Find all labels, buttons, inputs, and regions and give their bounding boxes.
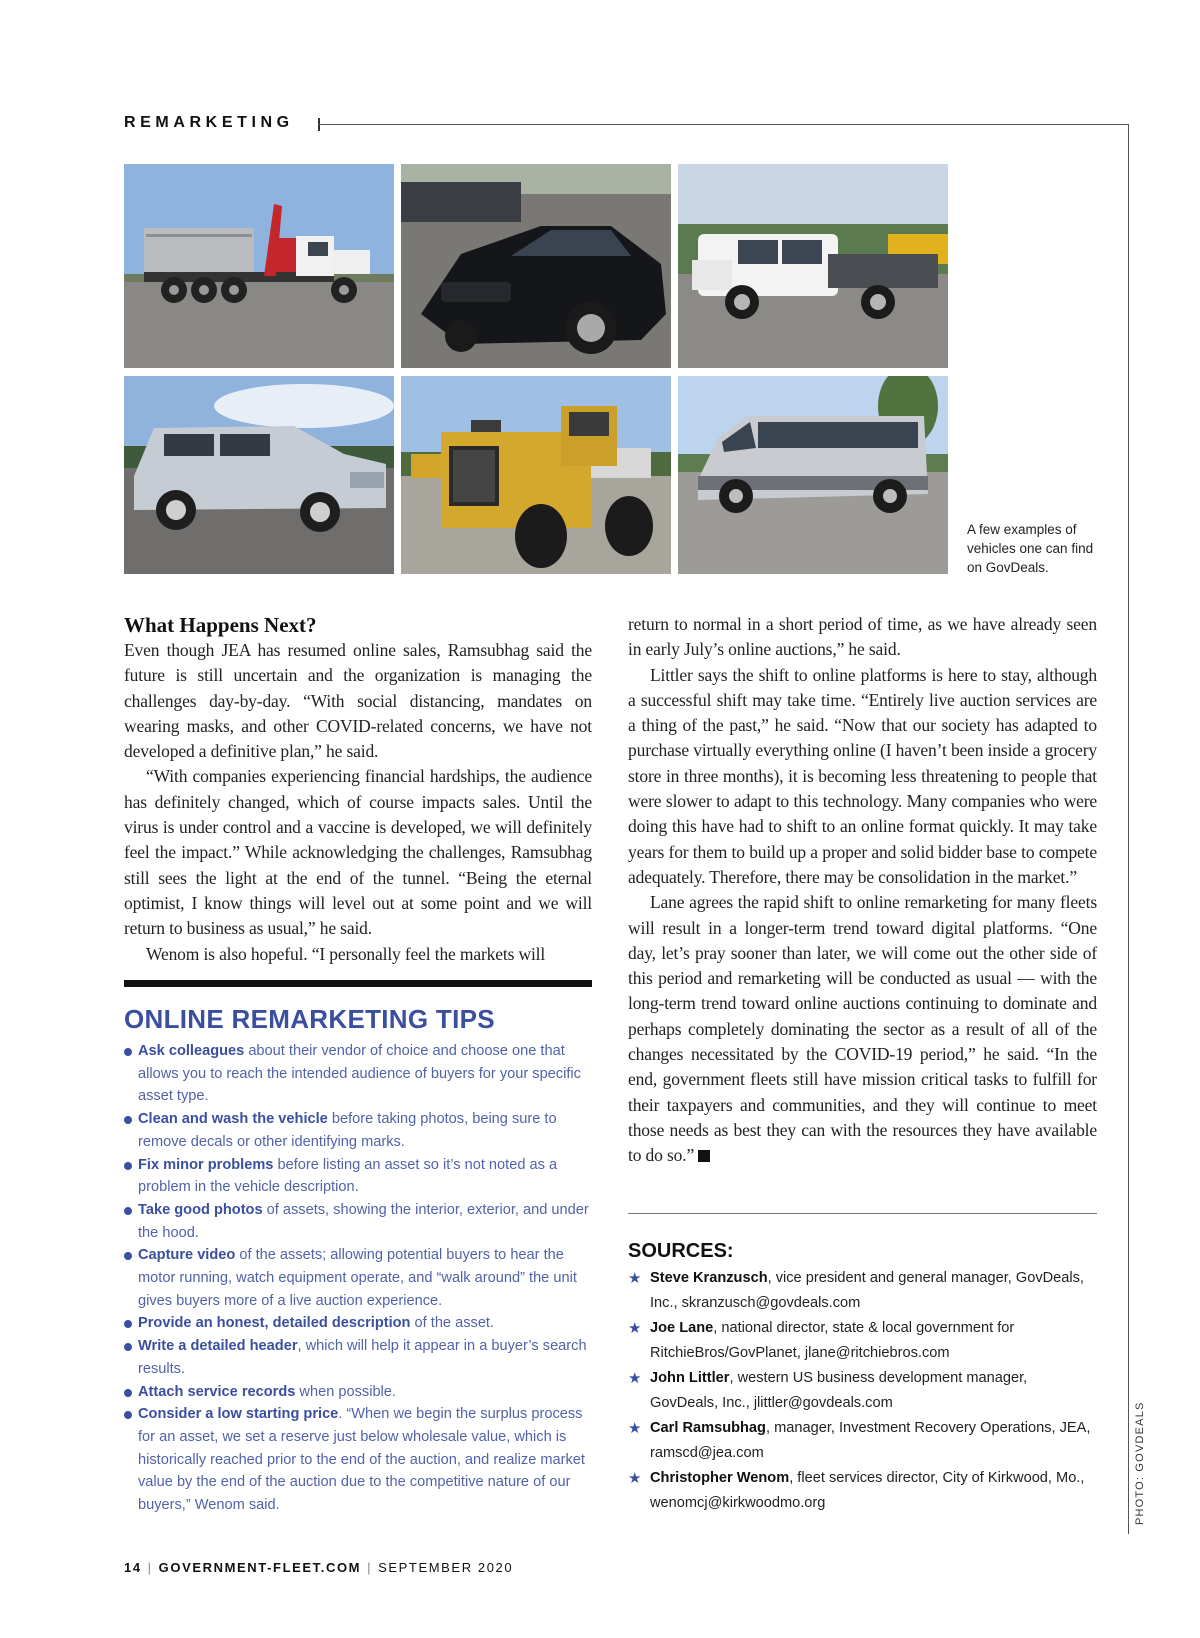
star-icon: ★ xyxy=(628,1420,642,1437)
photo-black-sports-car xyxy=(401,164,671,368)
article-paragraph: “With companies experiencing financial hardships, the audience has definitely changed, which of course impacts sales. Until the virus is under control and a vaccine is developed, we will definitely feel the impact.” While acknowledging the challenges, Ramsubhag still sees the light at the end of the tunnel. “Being the eternal optimist, I know things will level out at some point and we will return to business as usual,” he said. xyxy=(124,766,592,939)
issue-date: SEPTEMBER 2020 xyxy=(378,1560,514,1575)
tip-text: when possible. xyxy=(295,1383,396,1400)
source-details: , vice president and general manager, GovDeals, Inc., skranzusch@govdeals.com xyxy=(650,1270,1084,1311)
tip-lead: Capture video xyxy=(138,1247,236,1264)
article-paragraph: Littler says the shift to online platforms is here to stay, although a successful shift may take time. “Entirely live auction services are a thing of the past,” he said. “Now that our society has adapted to purchase virtually everything online (I haven’t been inside a grocery store in three months), it is becoming less threatening to people that were slower to adapt to this technology. Many companies who were doing this have had to shift to an online format quickly. It may take years for them to build up a proper and solid bidder base to compete adequately. Therefore, there may be consolidation in the market.” xyxy=(628,664,1097,887)
photo-silver-suv xyxy=(124,376,394,574)
source-name: Carl Ramsubhag xyxy=(650,1420,766,1436)
tip-item xyxy=(124,1244,594,1312)
source-name: John Littler xyxy=(650,1370,730,1386)
star-icon: ★ xyxy=(628,1370,642,1387)
article-paragraph: return to normal in a short period of time, as we have already seen in early July’s online auctions,” he said. xyxy=(628,614,1097,660)
article-right-column xyxy=(628,612,1097,1169)
tip-text: of the asset. xyxy=(410,1315,495,1332)
tip-text: . “When we begin the surplus process for an asset, we set a reserve just below wholesale value, which is historically reached prior to the end of the auction, and realize market value by the end of the auction due to the competitive nature of our buyers,” Wenom said. xyxy=(138,1406,585,1514)
tip-text: , which will help it appear in a buyer’s search results. xyxy=(138,1338,587,1377)
tip-lead: Provide an honest, detailed description xyxy=(138,1315,411,1332)
tip-item xyxy=(124,1403,594,1517)
source-item xyxy=(628,1466,1098,1516)
source-details: , national director, state & local government for RitchieBros/GovPlanet, jlane@ritchiebros.com xyxy=(650,1320,1015,1361)
footer-separator: | xyxy=(367,1560,373,1575)
tip-lead: Consider a low starting price xyxy=(138,1406,339,1423)
article-paragraph-text: Lane agrees the rapid shift to online remarketing for many fleets will result in a longer-term trend toward digital platforms. “One day, let’s pray sooner than later, we will come out the other side of this period and remarketing will be conducted as usual — with the long-term trend toward online auctions continuing to dominate and perhaps completely dominating the sector as a result of all of the changes necessitated by the COVID-19 period,” he said. “In the end, government fleets still have mission critical tasks to fulfill for their taxpayers and communities, and they will continue to meet those needs as best they can with the resources they have available to do so.” xyxy=(628,892,1097,1166)
publication-name: GOVERNMENT-FLEET.COM xyxy=(158,1560,362,1575)
tip-lead: Write a detailed header xyxy=(138,1338,298,1355)
source-item xyxy=(628,1266,1098,1316)
photo-silver-van xyxy=(678,376,948,574)
tips-top-bar xyxy=(124,980,592,987)
source-item xyxy=(628,1366,1098,1416)
photo-white-pickup xyxy=(678,164,948,368)
end-of-article-mark xyxy=(698,1150,710,1162)
page-number: 14 xyxy=(124,1560,142,1575)
source-item xyxy=(628,1416,1098,1466)
tip-item xyxy=(124,1381,594,1404)
tip-item xyxy=(124,1108,594,1153)
tip-item xyxy=(124,1154,594,1199)
source-details: , manager, Investment Recovery Operations, JEA, ramscd@jea.com xyxy=(650,1420,1091,1461)
star-icon: ★ xyxy=(628,1320,642,1337)
source-name: Christopher Wenom xyxy=(650,1470,790,1486)
sources-rule xyxy=(628,1213,1097,1214)
source-name: Steve Kranzusch xyxy=(650,1270,768,1286)
sources-title: SOURCES: xyxy=(628,1240,734,1262)
tip-text: before taking photos, being sure to remove decals or other identifying marks. xyxy=(138,1111,557,1150)
source-item xyxy=(628,1316,1098,1366)
star-icon: ★ xyxy=(628,1270,642,1287)
tip-item xyxy=(124,1312,594,1335)
source-details: , western US business development manager, GovDeals, Inc., jlittler@govdeals.com xyxy=(650,1370,1028,1411)
article-paragraph: Even though JEA has resumed online sales, Ramsubhag said the future is still uncertain and the organization is managing the challenges day-by-day. “With social distancing, mandates on wearing masks, and other COVID-related concerns, we have not developed a definitive plan,” he said. xyxy=(124,640,592,762)
article-paragraph-final xyxy=(628,890,1097,1168)
section-label: REMARKETING xyxy=(124,114,294,131)
tip-lead: Ask colleagues xyxy=(138,1043,245,1059)
article-heading: What Happens Next? xyxy=(124,613,317,637)
header-rule xyxy=(318,124,1128,125)
photo-yellow-reclaimer xyxy=(401,376,671,574)
tip-text: of the assets; allowing potential buyers to hear the motor running, watch equipment operate, and “walk around” the unit gives buyers more of a live auction experience. xyxy=(138,1247,577,1309)
page-footer xyxy=(124,1560,513,1575)
right-border-rule xyxy=(1128,124,1129,1534)
source-details: , fleet services director, City of Kirkwood, Mo., wenomcj@kirkwoodmo.org xyxy=(650,1470,1085,1511)
photo-caption: A few examples of vehicles one can find on GovDeals. xyxy=(967,522,1094,575)
photo-dump-truck xyxy=(124,164,394,368)
tip-lead: Attach service records xyxy=(138,1383,296,1400)
tip-lead: Clean and wash the vehicle xyxy=(138,1111,328,1128)
tip-lead: Take good photos xyxy=(138,1201,263,1218)
star-icon: ★ xyxy=(628,1470,642,1487)
article-paragraph: Wenom is also hopeful. “I personally feel the markets will xyxy=(146,943,546,964)
tip-lead: Fix minor problems xyxy=(138,1156,274,1173)
article-left-column xyxy=(124,612,592,967)
tip-item xyxy=(124,1199,594,1244)
tips-list xyxy=(124,1040,594,1517)
tip-item xyxy=(124,1040,594,1108)
tip-text: before listing an asset so it’s not noted as a problem in the vehicle description. xyxy=(138,1156,558,1196)
tip-item xyxy=(124,1335,594,1380)
source-name: Joe Lane xyxy=(650,1320,714,1336)
tip-text: about their vendor of choice and choose one that allows you to reach the intended audience of buyers for your specific asset type. xyxy=(138,1043,581,1105)
tip-text: of assets, showing the interior, exterior, and under the hood. xyxy=(138,1201,589,1241)
tips-title: ONLINE REMARKETING TIPS xyxy=(124,1004,495,1034)
photo-credit: PHOTO: GOVDEALS xyxy=(1134,1401,1146,1525)
footer-separator: | xyxy=(147,1560,153,1575)
sources-list xyxy=(628,1266,1098,1516)
